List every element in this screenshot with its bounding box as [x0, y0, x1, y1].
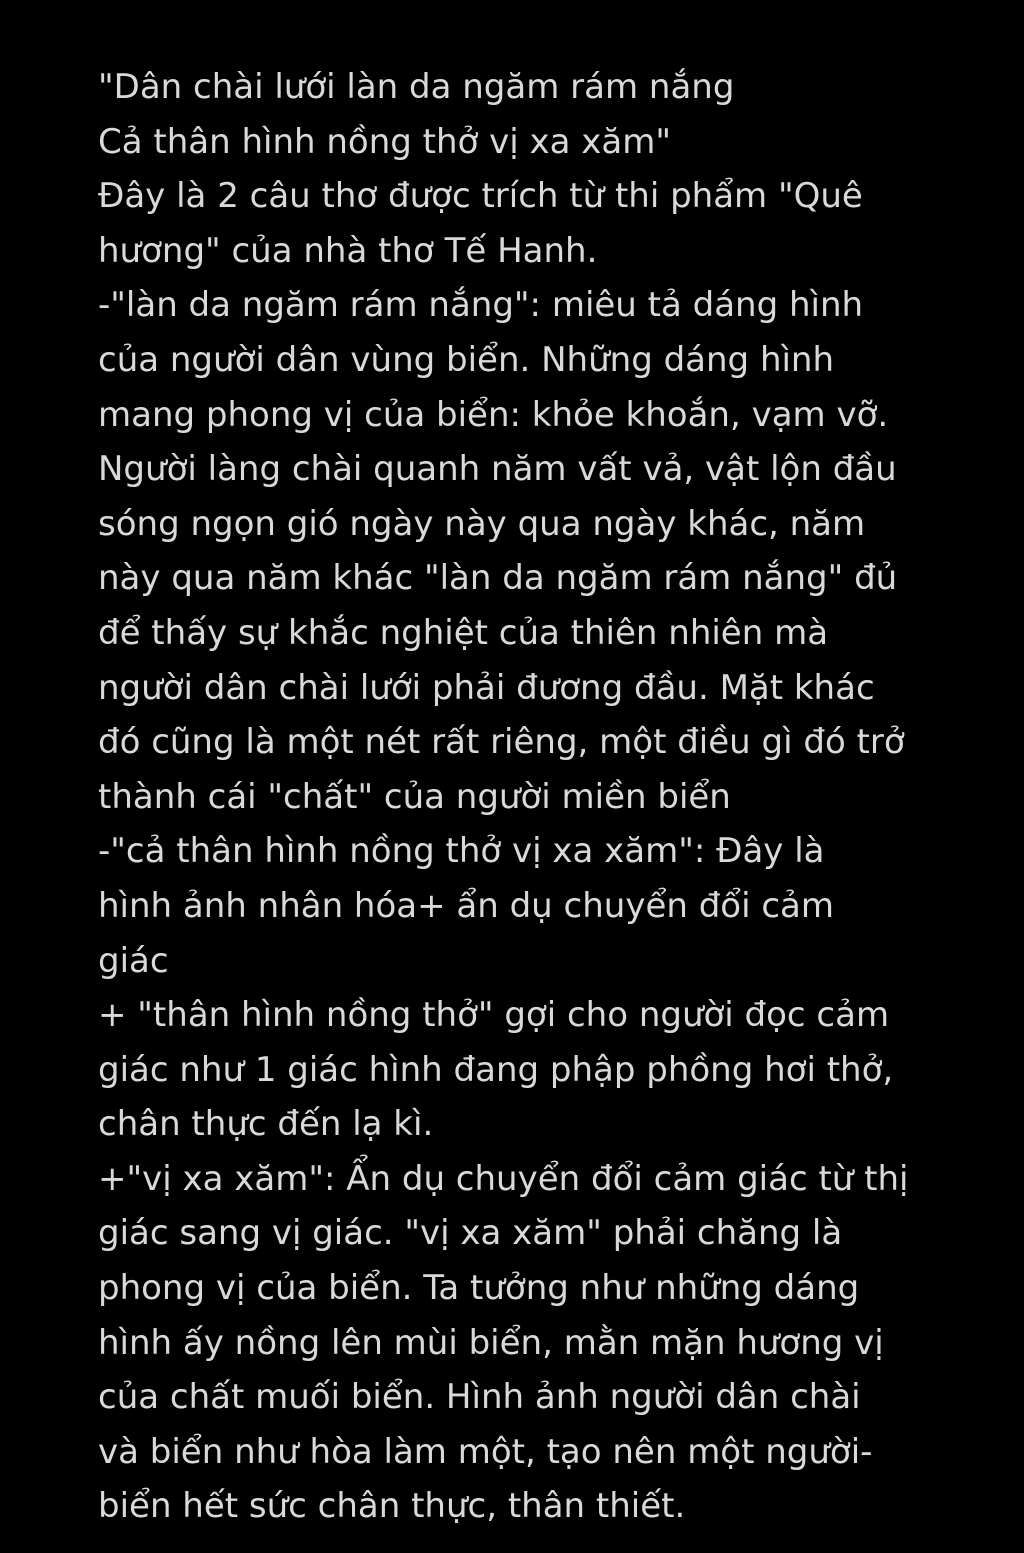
text-line: sóng ngọn gió ngày này qua ngày khác, năm: [98, 503, 866, 544]
text-line: + "thân hình nồng thở" gợi cho người đọc cảm: [98, 995, 890, 1036]
text-line: và biển như hòa làm một, tạo nên một người-: [98, 1431, 873, 1472]
text-line: phong vị của biển. Ta tưởng như những dáng: [98, 1268, 860, 1309]
text-line: hình ấy nồng lên mùi biển, mằn mặn hương vị: [98, 1322, 884, 1363]
text-line: +"vị xa xăm": Ẩn dụ chuyển đổi cảm giác từ thị: [98, 1158, 909, 1199]
text-line: của người dân vùng biển. Những dáng hình: [98, 339, 835, 380]
text-line: của chất muối biển. Hình ảnh người dân chài: [98, 1377, 861, 1418]
text-line: Đây là 2 câu thơ được trích từ thi phẩm "Quê: [98, 176, 863, 217]
text-line: "Dân chài lưới làn da ngăm rám nắng: [98, 67, 735, 107]
text-line: mang phong vị của biển: khỏe khoắn, vạm vỡ.: [98, 394, 889, 435]
text-line: hương" của nhà thơ Tế Hanh.: [98, 230, 598, 271]
text-line: đó cũng là một nét rất riêng, một điều gì đó trở: [98, 722, 905, 763]
text-line: Cả thân hình nồng thở vị xa xăm": [98, 121, 671, 162]
text-line: giác: [98, 940, 169, 981]
text-line: giác như 1 giác hình đang phập phồng hơi thở,: [98, 1049, 894, 1090]
text-line: này qua năm khác "làn da ngăm rám nắng" đủ: [98, 558, 898, 599]
text-line: biển hết sức chân thực, thân thiết.: [98, 1486, 686, 1527]
text-line: Người làng chài quanh năm vất vả, vật lộn đầu: [98, 449, 897, 490]
text-line: người dân chài lưới phải đương đầu. Mặt khác: [98, 667, 875, 708]
text-line: thành cái "chất" của người miền biển: [98, 776, 731, 817]
text-line: hình ảnh nhân hóa+ ẩn dụ chuyển đổi cảm: [98, 885, 835, 926]
text-line: -"cả thân hình nồng thở vị xa xăm": Đây là: [98, 831, 825, 872]
text-line: chân thực đến lạ kì.: [98, 1104, 434, 1145]
text-line: giác sang vị giác. "vị xa xăm" phải chăng là: [98, 1213, 843, 1254]
text-line: để thấy sự khắc nghiệt của thiên nhiên mà: [98, 612, 829, 653]
note-text-body: [98, 60, 978, 1534]
text-line: -"làn da ngăm rám nắng": miêu tả dáng hình: [98, 285, 864, 326]
